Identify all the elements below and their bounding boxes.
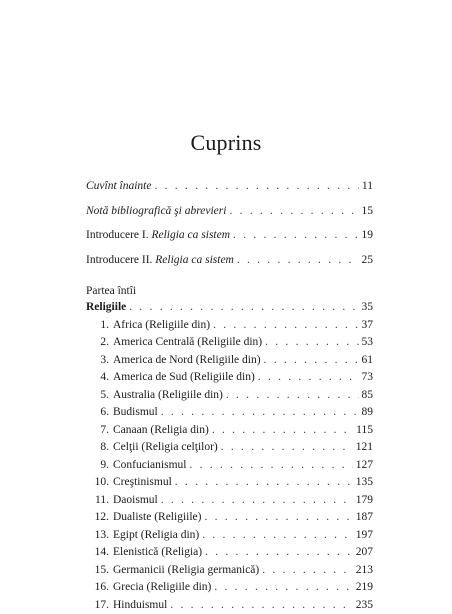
toc-page-number: 235 xyxy=(356,597,373,614)
toc-entry-label-group xyxy=(89,334,262,352)
toc-entry-label: Daoismul xyxy=(113,494,158,506)
toc-entry-number: 13. xyxy=(89,527,109,545)
toc-page-number: 197 xyxy=(356,527,373,545)
toc-entry-label: Grecia (Religiile din) xyxy=(113,581,211,593)
toc-entry-label: Hinduismul xyxy=(113,599,167,611)
dot-leader xyxy=(226,387,359,405)
toc-page-number: 19 xyxy=(362,227,374,245)
toc-entry xyxy=(86,369,373,387)
toc-entry-label: Confucianismul xyxy=(113,459,186,471)
toc-page-number: 53 xyxy=(362,334,374,352)
toc-entry xyxy=(86,579,373,597)
toc-page-number: 85 xyxy=(362,387,374,405)
dot-leader xyxy=(129,299,358,317)
dot-leader xyxy=(205,544,353,562)
toc-entry xyxy=(86,492,373,510)
dot-leader xyxy=(202,527,353,545)
toc-entry-label-group xyxy=(89,562,259,580)
toc-entry-number: 4. xyxy=(89,369,109,387)
toc-entry xyxy=(86,527,373,545)
toc-entry-number: 9. xyxy=(89,457,109,475)
toc-entry-label: Cuvînt înainte xyxy=(86,178,151,196)
toc-page-number: 121 xyxy=(356,439,373,457)
dot-leader xyxy=(154,178,358,196)
toc-entry-label: Canaan (Religia din) xyxy=(113,424,209,436)
dot-leader xyxy=(233,227,358,245)
toc-entry-number: 11. xyxy=(89,492,109,510)
toc-entry-label: Egipt (Religia din) xyxy=(113,529,199,541)
toc-entry-label-group xyxy=(89,474,172,492)
toc-front-entry xyxy=(86,252,373,270)
toc-entry-number: 1. xyxy=(89,317,109,335)
section-title: Religiile xyxy=(86,299,126,317)
toc-entry-prefix: Introducere I. xyxy=(86,229,151,241)
page-title: Cuprins xyxy=(0,130,452,156)
toc-entry xyxy=(86,404,373,422)
dot-leader xyxy=(204,509,352,527)
toc-entry-number: 12. xyxy=(89,509,109,527)
toc-entry-label-group xyxy=(89,352,261,370)
toc-page-number: 15 xyxy=(362,203,374,221)
toc-entry-prefix: Introducere II. xyxy=(86,254,155,266)
toc-entry-number: 2. xyxy=(89,334,109,352)
toc-entry-number: 5. xyxy=(89,387,109,405)
dot-leader xyxy=(262,562,353,580)
toc-page-number: 37 xyxy=(362,317,374,335)
toc-page-number: 115 xyxy=(356,422,373,440)
toc-section-entry xyxy=(86,299,373,317)
dot-leader xyxy=(214,579,352,597)
toc-entry xyxy=(86,509,373,527)
toc-entry-number: 16. xyxy=(89,579,109,597)
toc-entry-label-group xyxy=(89,387,223,405)
toc-front-entry xyxy=(86,203,373,221)
toc-entry-label: Germanicii (Religia germanică) xyxy=(113,564,259,576)
toc-page-number: 213 xyxy=(356,562,373,580)
toc-entry-number: 7. xyxy=(89,422,109,440)
toc-entry xyxy=(86,474,373,492)
toc-entry-label xyxy=(86,252,234,270)
dot-leader xyxy=(221,439,353,457)
dot-leader xyxy=(265,334,358,352)
toc-entry-label-group xyxy=(89,492,158,510)
toc-entry-label: Dualiste (Religiile) xyxy=(113,511,201,523)
toc-entry-label: Celţii (Religia celţilor) xyxy=(113,441,218,453)
toc-entry xyxy=(86,544,373,562)
toc-entry xyxy=(86,422,373,440)
toc-page-number: 25 xyxy=(362,252,374,270)
toc-page-number: 11 xyxy=(362,178,373,196)
toc-front-entry xyxy=(86,227,373,245)
part-label: Partea întîi xyxy=(86,283,373,299)
toc-entry-label-group xyxy=(89,422,209,440)
table-of-contents xyxy=(86,178,373,614)
toc-entry-label-group xyxy=(89,404,158,422)
toc-entry-label-group xyxy=(89,509,201,527)
toc-entry-label: Creştinismul xyxy=(113,476,172,488)
dot-leader xyxy=(170,597,352,614)
toc-entry-label-group xyxy=(89,579,211,597)
toc-entry-label: Budismul xyxy=(113,406,158,418)
toc-entry-label: Notă bibliografică şi abrevieri xyxy=(86,203,226,221)
toc-entry-label: Elenistică (Religia) xyxy=(113,546,202,558)
dot-leader xyxy=(161,404,359,422)
toc-entry-label-group xyxy=(89,457,186,475)
toc-page-number: 73 xyxy=(362,369,374,387)
toc-entry xyxy=(86,597,373,614)
toc-entry-label-group xyxy=(89,544,202,562)
dot-leader xyxy=(237,252,359,270)
toc-page-number: 61 xyxy=(362,352,374,370)
toc-entry-number: 8. xyxy=(89,439,109,457)
toc-entry xyxy=(86,562,373,580)
toc-entry xyxy=(86,317,373,335)
toc-entry-label-group xyxy=(89,369,255,387)
toc-page-number: 89 xyxy=(362,404,374,422)
toc-entry-label-group xyxy=(89,317,210,335)
toc-entry-number: 6. xyxy=(89,404,109,422)
dot-leader xyxy=(258,369,359,387)
dot-leader xyxy=(189,457,352,475)
toc-entry-number: 17. xyxy=(89,597,109,614)
toc-page-number: 219 xyxy=(356,579,373,597)
toc-page-number: 135 xyxy=(356,474,373,492)
toc-page-number: 35 xyxy=(362,299,374,317)
toc-entry-label-group xyxy=(89,527,199,545)
toc-entry-number: 3. xyxy=(89,352,109,370)
toc-entry-label xyxy=(86,227,230,245)
dot-leader xyxy=(212,422,353,440)
toc-entry-label: Africa (Religiile din) xyxy=(113,319,210,331)
toc-entry xyxy=(86,387,373,405)
dot-leader xyxy=(229,203,358,221)
toc-entry-number: 14. xyxy=(89,544,109,562)
dot-leader xyxy=(264,352,359,370)
toc-entry xyxy=(86,334,373,352)
toc-entry-label-group xyxy=(89,439,218,457)
toc-front-entry xyxy=(86,178,373,196)
toc-page-number: 207 xyxy=(356,544,373,562)
dot-leader xyxy=(213,317,358,335)
toc-entry-label: Australia (Religiile din) xyxy=(113,389,223,401)
toc-page-number: 187 xyxy=(356,509,373,527)
toc-entry xyxy=(86,439,373,457)
toc-entries-list xyxy=(86,317,373,614)
toc-entry-number: 15. xyxy=(89,562,109,580)
toc-entry-subtitle: Religia ca sistem xyxy=(155,254,234,266)
toc-page-number: 179 xyxy=(356,492,373,510)
toc-entry xyxy=(86,352,373,370)
toc-entry-label: America Centrală (Religiile din) xyxy=(113,336,262,348)
toc-page-number: 127 xyxy=(356,457,373,475)
toc-entry-subtitle: Religia ca sistem xyxy=(151,229,230,241)
toc-entry-label-group xyxy=(89,597,167,614)
toc-entry xyxy=(86,457,373,475)
dot-leader xyxy=(175,474,353,492)
toc-entry-label: America de Nord (Religiile din) xyxy=(113,354,261,366)
dot-leader xyxy=(161,492,353,510)
toc-entry-number: 10. xyxy=(89,474,109,492)
toc-entry-label: America de Sud (Religiile din) xyxy=(113,371,255,383)
